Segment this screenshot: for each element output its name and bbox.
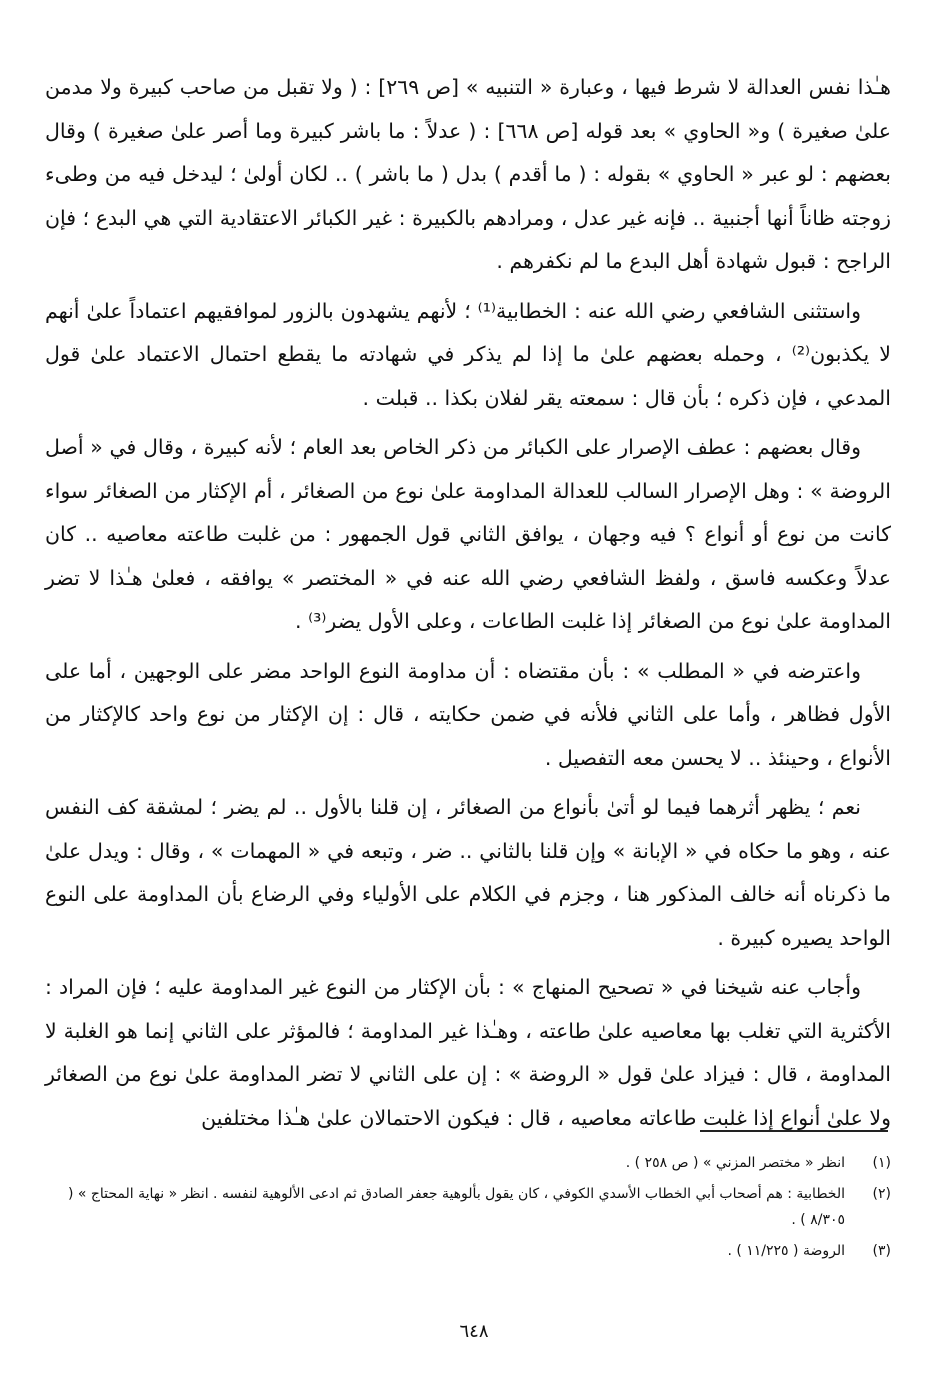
footnote-text: الروضة ( ١١/٢٢٥ ) . xyxy=(727,1243,845,1259)
footnote-number: (١) xyxy=(872,1155,891,1171)
main-text xyxy=(45,66,891,1140)
footnote-2 xyxy=(55,1181,891,1233)
footnote-text: انظر « مختصر المزني » ( ص ٢٥٨ ) . xyxy=(625,1155,845,1171)
paragraph-5: نعم ؛ يظهر أثرهما فيما لو أتىٰ بأنواع من الصغائر ، إن قلنا بالأول .. لم يضر ؛ لمشقة كف النفس عنه ، وهو ما حكاه في « الإبانة » وإن قلنا بالثاني .. ضر ، وتبعه في « المهمات » ، وقال : ويدل علىٰ ما ذكرناه أنه خالف المذكور هنا ، وجزم في الكلام على الأولياء وفي الرضاع بأن المداومة على النوع الواحد يصيره كبيرة . xyxy=(45,795,891,950)
footnote-text: الخطابية : هم أصحاب أبي الخطاب الأسدي الكوفي ، كان يقول بألوهية جعفر الصادق ثم ادعى الألوهية لنفسه . انظر « نهاية المحتاج » ( ٨/٣٠٥ ) . xyxy=(67,1186,845,1228)
footnote-1 xyxy=(55,1150,891,1176)
paragraph-4: واعترضه في « المطلب » : بأن مقتضاه : أن مداومة النوع الواحد مضر على الوجهين ، أما على الأول فظاهر ، وأما على الثاني فلأنه في ضمن حكايته ، قال : إن الإكثار من نوع واحد كالإكثار من الأنواع ، وحينئذ .. لا يحسن معه التفصيل . xyxy=(45,658,891,770)
footnotes xyxy=(55,1150,891,1269)
footnote-number: (٢) xyxy=(872,1186,891,1202)
paragraph-2: واستثنى الشافعي رضي الله عنه : الخطابية⁽¹⁾ ؛ لأنهم يشهدون بالزور لموافقيهم اعتماداً علىٰ أنهم لا يكذبون⁽²⁾ ، وحمله بعضهم علىٰ ما إذا لم يذكر في شهادته ما يقطع احتمال الاعتماد علىٰ قول المدعي ، فإن ذكره ؛ بأن قال : سمعته يقر لفلان بكذا .. قبلت . xyxy=(45,298,891,410)
paragraph-6: وأجاب عنه شيخنا في « تصحيح المنهاج » : بأن الإكثار من النوع غير المداومة عليه ؛ فإن المراد : الأكثرية التي تغلب بها معاصيه علىٰ طاعته ، وهـٰذا غير المداومة ؛ فالمؤثر على الثاني إنما هو الغلبة لا المداومة ، قال : فيزاد علىٰ قول « الروضة » : إن على الثاني لا تضر المداومة علىٰ نوع من الصغائر ولا علىٰ أنواع إذا غلبت طاعاته معاصيه ، قال : فيكون الاحتمالان علىٰ هـٰذا مختلفين xyxy=(45,975,891,1130)
paragraph-3: وقال بعضهم : عطف الإصرار على الكبائر من ذكر الخاص بعد العام ؛ لأنه كبيرة ، وقال في « أصل الروضة » : وهل الإصرار السالب للعدالة المداومة علىٰ نوع من الصغائر ، أم الإكثار من الصغائر سواء كانت من نوع أو أنواع ؟ فيه وجهان ، يوافق الثاني قول الجمهور : من غلبت طاعته معاصيه .. كان عدلاً وعكسه فاسق ، ولفظ الشافعي رضي الله عنه في « المختصر » يوافقه ، فعلىٰ هـٰذا لا تضر المداومة علىٰ نوع من الصغائر إذا غلبت الطاعات ، وعلى الأول يضر⁽³⁾ . xyxy=(45,435,891,633)
paragraph-1: هـٰذا نفس العدالة لا شرط فيها ، وعبارة « التنبيه » [ص ٢٦٩] : ( ولا تقبل من صاحب كبيرة ولا مدمن علىٰ صغيرة ) و« الحاوي » بعد قوله [ص ٦٦٨] : ( عدلاً : ما باشر كبيرة وما أصر علىٰ صغيرة ) وقال بعضهم : لو عبر « الحاوي » بقوله : ( ما أقدم ) بدل ( ما باشر ) .. لكان أولىٰ ؛ ليدخل فيه من وطىء زوجته ظاناً أنها أجنبية .. فإنه غير عدل ، ومرادهم بالكبيرة : غير الكبائر الاعتقادية التي هي البدع ؛ فإن الراجح : قبول شهادة أهل البدع ما لم نكفرهم . xyxy=(45,75,891,273)
footnote-separator xyxy=(700,1130,888,1132)
footnote-number: (٣) xyxy=(872,1243,891,1259)
footnote-3 xyxy=(55,1238,891,1264)
page-number: ٦٤٨ xyxy=(459,1321,489,1342)
